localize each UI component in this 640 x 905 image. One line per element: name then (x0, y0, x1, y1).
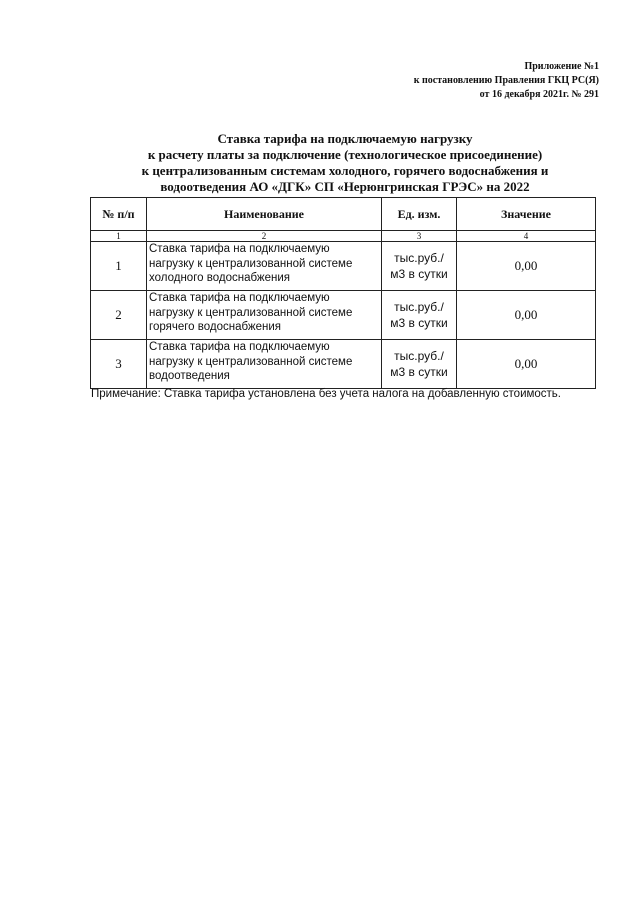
row-unit (382, 242, 457, 291)
row-name-line: Ставка тарифа на подключаемую (149, 292, 330, 304)
appendix-block (414, 60, 599, 102)
document-title (70, 131, 620, 195)
row-name-line: Ставка тарифа на подключаемую (149, 341, 330, 353)
row-value: 0,00 (457, 291, 596, 340)
appendix-line: от 16 декабря 2021г. № 291 (479, 89, 599, 100)
row-unit-line: м3 в сутки (390, 267, 448, 281)
title-line: к расчету платы за подключение (технологическое присоединение) (147, 147, 543, 162)
row-unit-line: м3 в сутки (390, 316, 448, 330)
footnote: Примечание: Ставка тарифа установлена без учета налога на добавленную стоимость. (91, 388, 561, 400)
row-name (147, 340, 382, 389)
row-name (147, 242, 382, 291)
row-unit (382, 340, 457, 389)
column-header-name: Наименование (147, 198, 382, 231)
row-index: 2 (91, 291, 147, 340)
row-name-line: нагрузку к централизованной системе (149, 257, 353, 270)
appendix-line: к постановлению Правления ГКЦ РС(Я) (413, 75, 599, 86)
appendix-line: Приложение №1 (524, 61, 599, 72)
table-row (91, 242, 596, 291)
title-line: к централизованным системам холодного, горячего водоснабжения и (141, 163, 549, 178)
row-unit-line: тыс.руб./ (394, 300, 444, 314)
row-name-line: горячего водоснабжения (149, 321, 282, 333)
column-number: 2 (147, 231, 382, 242)
row-name-line: нагрузку к централизованной системе (149, 306, 353, 319)
row-unit (382, 291, 457, 340)
column-header-index: № п/п (91, 198, 147, 231)
title-line: водоотведения АО «ДГК» СП «Нерюнгринская ГРЭС» на 2022 (160, 179, 530, 194)
column-number: 3 (382, 231, 457, 242)
tariff-table (90, 197, 596, 389)
row-index: 3 (91, 340, 147, 389)
row-name-line: нагрузку к централизованной системе (149, 355, 353, 368)
row-value: 0,00 (457, 242, 596, 291)
column-number: 4 (457, 231, 596, 242)
row-name-line: водоотведения (149, 370, 230, 382)
row-unit-line: тыс.руб./ (394, 349, 444, 363)
column-number: 1 (91, 231, 147, 242)
table-row (91, 291, 596, 340)
column-number-row (91, 231, 596, 242)
row-unit-line: м3 в сутки (390, 365, 448, 379)
column-header-value: Значение (457, 198, 596, 231)
row-unit-line: тыс.руб./ (394, 251, 444, 265)
row-name (147, 291, 382, 340)
row-index: 1 (91, 242, 147, 291)
table-row (91, 340, 596, 389)
row-value: 0,00 (457, 340, 596, 389)
column-header-unit: Ед. изм. (382, 198, 457, 231)
title-line: Ставка тарифа на подключаемую нагрузку (217, 131, 473, 146)
row-name-line: Ставка тарифа на подключаемую (149, 243, 330, 255)
row-name-line: холодного водоснабжения (149, 272, 291, 284)
table-header-row (91, 198, 596, 231)
